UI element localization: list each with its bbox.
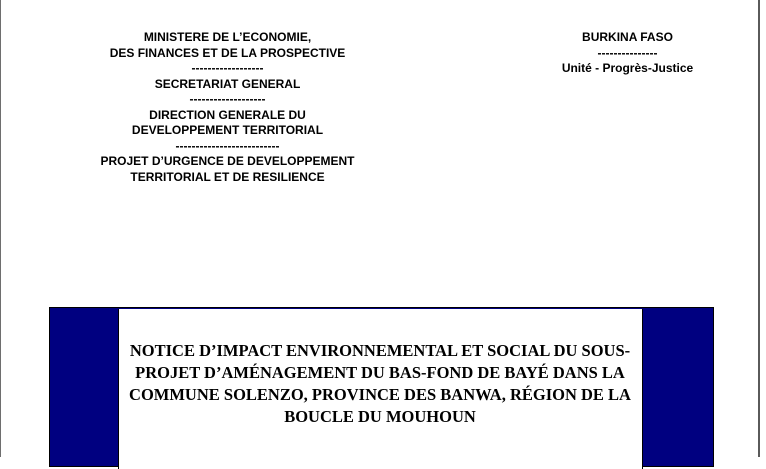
title-line-3: COMMUNE SOLENZO, PROVINCE DES BANWA, RÉGION DE LA [129,385,631,404]
separator-1: ------------------ [191,61,264,75]
separator-2: ------------------- [189,92,266,106]
secretariat-general: SECRETARIAT GENERAL [154,76,301,91]
separator-3: -------------------------- [175,138,280,153]
page-border-left [0,0,1,457]
ministry-header [90,30,365,185]
country-name: BURKINA FASO [582,30,673,44]
project-name-line-2: TERRITORIAL ET DE RESILIENCE [130,169,325,184]
title-line-2: PROJET D’AMÉNAGEMENT DU BAS-FOND DE BAYÉ DANS LA [135,363,625,382]
ministry-name-line-2: DES FINANCES ET DE LA PROSPECTIVE [109,45,346,60]
country-separator: --------------- [597,45,658,60]
title-line-1: NOTICE D’IMPACT ENVIRONNEMENTAL ET SOCIAL DU SOUS- [129,341,631,360]
directorate-line-1: DIRECTION GENERALE DU [149,107,306,122]
page-border-right [758,0,760,457]
ministry-name-line-1: MINISTERE DE L’ECONOMIE, [143,30,312,44]
project-name-line-1: PROJET D’URGENCE DE DEVELOPPEMENT [100,154,355,168]
national-motto: Unité - Progrès-Justice [561,61,694,75]
directorate-line-2: DEVELOPPEMENT TERRITORIAL [131,123,324,137]
title-line-4: BOUCLE DU MOUHOUN [284,407,476,426]
country-header [555,30,700,77]
document-title [126,340,634,428]
